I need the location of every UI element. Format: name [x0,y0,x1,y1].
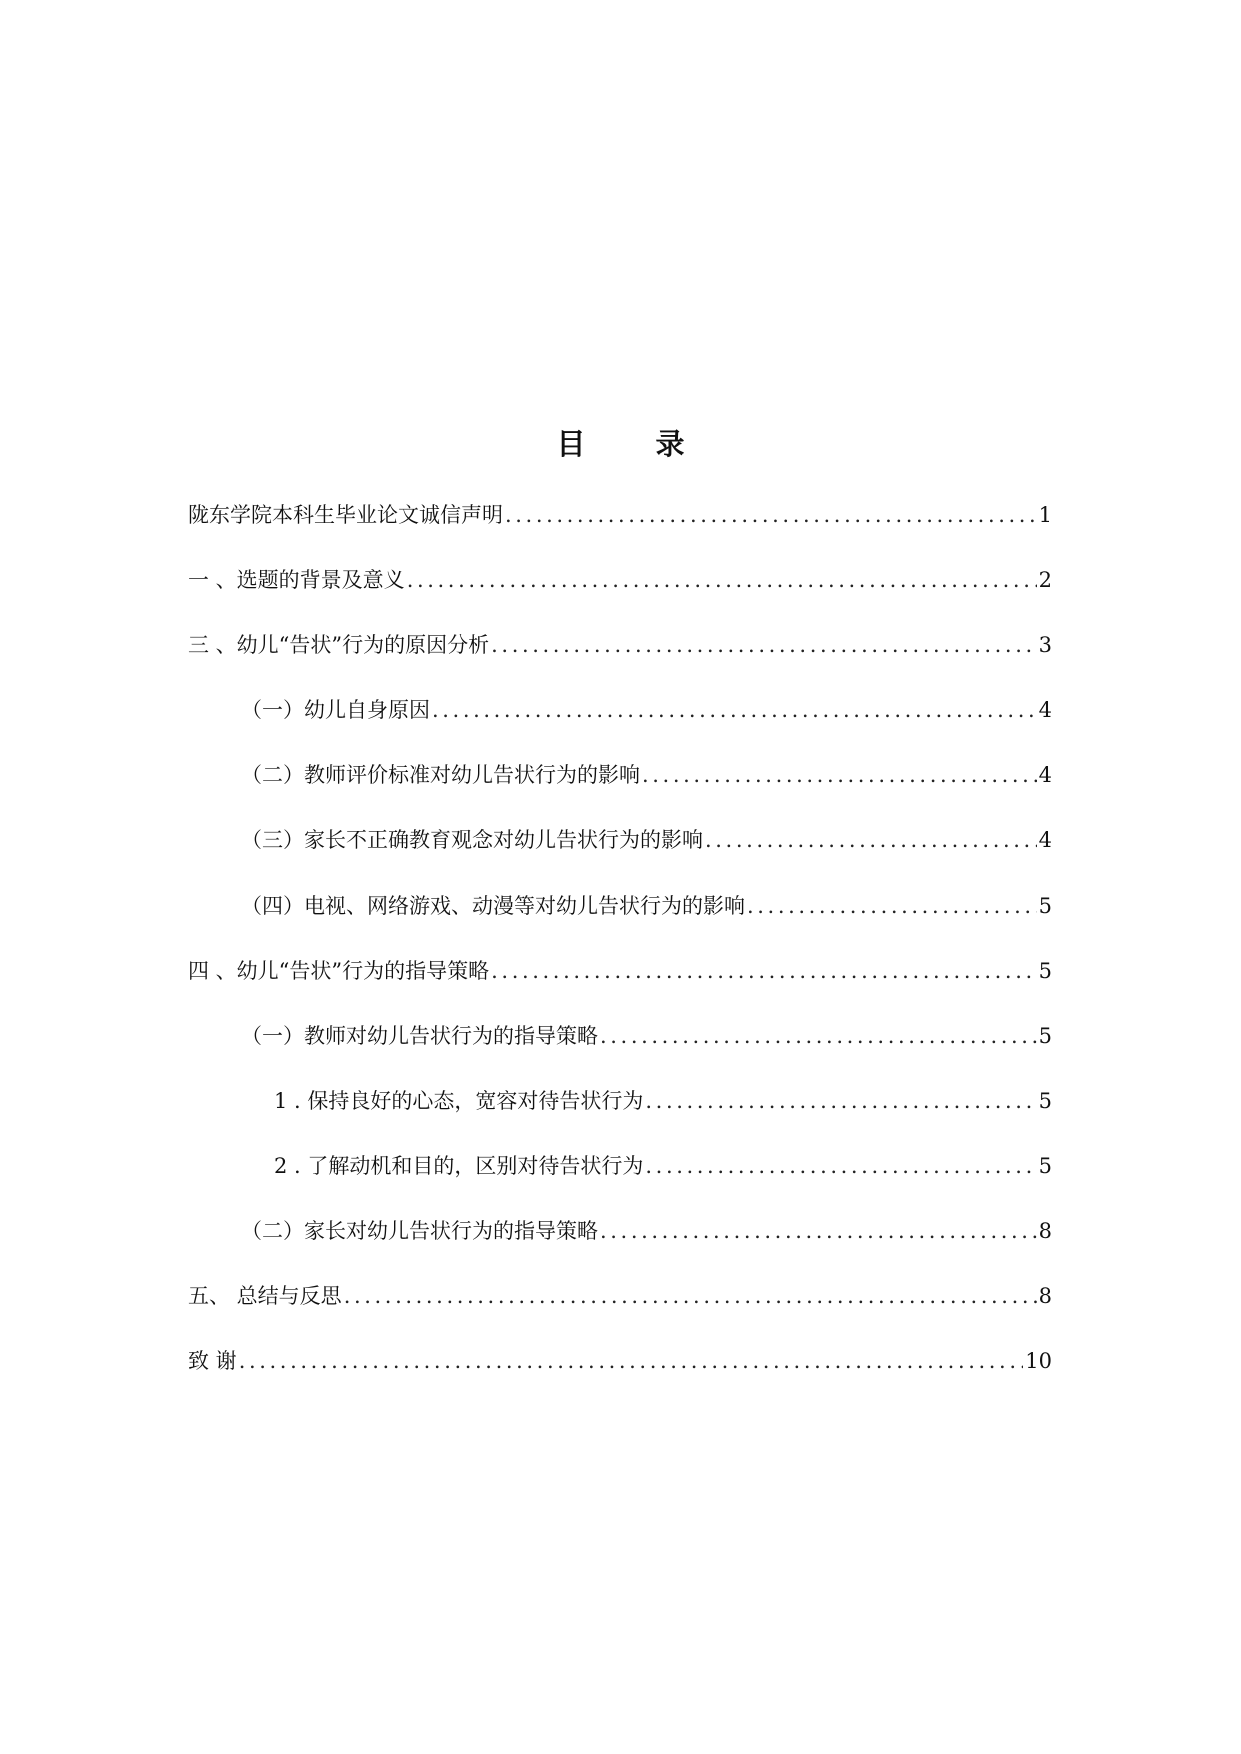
toc-entry-label: 一 、选题的背景及意义 [188,568,405,593]
toc-page-number: 8 [1038,1284,1052,1309]
toc-entry-child-causes[interactable] [188,695,1052,760]
toc-entry-label: （三）家长不正确教育观念对幼儿告状行为的影响 [241,828,703,853]
toc-page-number: 5 [1038,958,1052,983]
toc-entry-cause-analysis[interactable] [188,630,1052,695]
toc-page-number: 4 [1038,763,1052,788]
toc-dot-leader [407,565,1037,595]
toc-entry-label: 陇东学院本科生毕业论文诚信声明 [188,503,503,527]
toc-entry-understand-motives[interactable] [188,1151,1052,1216]
toc-page-number: 1 [1038,503,1052,527]
toc-entry-background[interactable] [188,565,1052,630]
toc-entry-label: 致 谢 [188,1349,237,1374]
toc-dot-leader [645,1086,1036,1116]
toc-entry-label: 五、 总结与反思 [188,1284,342,1309]
toc-page-number: 8 [1038,1219,1052,1244]
toc-entry-label: 1 . 保持良好的心态，宽容对待告状行为 [274,1088,644,1113]
toc-dot-leader [642,760,1037,790]
toc-dot-leader [505,500,1037,530]
toc-page-number: 10 [1025,1349,1052,1374]
toc-page-number: 3 [1038,633,1052,658]
toc-entry-label: 2 . 了解动机和目的，区别对待告状行为 [274,1153,644,1178]
toc-entry-parent-concepts[interactable] [188,825,1052,890]
toc-page-number: 5 [1038,893,1052,918]
toc-page-number: 5 [1038,1023,1052,1048]
toc-entry-parent-strategies[interactable] [188,1216,1052,1281]
toc-entry-teacher-evaluation[interactable] [188,760,1052,825]
toc-entry-acknowledgements[interactable] [188,1346,1052,1411]
toc-dot-leader [600,1216,1037,1246]
toc-entry-integrity-statement[interactable] [188,500,1052,565]
toc-dot-leader [344,1281,1037,1311]
toc-dot-leader [432,695,1037,725]
toc-dot-leader [645,1151,1036,1181]
toc-dot-leader [239,1346,1024,1376]
toc-entry-media-influence[interactable] [188,891,1052,956]
toc-entry-summary[interactable] [188,1281,1052,1346]
toc-entry-label: 四 、幼儿“告状”行为的指导策略 [188,958,490,983]
toc-page-number: 4 [1038,828,1052,853]
toc-page-number: 2 [1038,568,1052,593]
toc-page-number: 5 [1038,1153,1052,1178]
toc-dot-leader [705,825,1037,855]
toc-entry-good-attitude[interactable] [188,1086,1052,1151]
toc-entry-guidance-strategies[interactable] [188,956,1052,1021]
toc-page-number: 5 [1038,1088,1052,1113]
toc-entry-label: 三 、幼儿“告状”行为的原因分析 [188,633,490,658]
toc-entry-label: （二）教师评价标准对幼儿告状行为的影响 [241,763,640,788]
toc-entry-label: （一）教师对幼儿告状行为的指导策略 [241,1023,598,1048]
toc-entry-teacher-strategies[interactable] [188,1021,1052,1086]
toc-page-number: 4 [1038,698,1052,723]
toc-entry-label: （一）幼儿自身原因 [241,698,430,723]
toc-entry-label: （二）家长对幼儿告状行为的指导策略 [241,1219,598,1244]
page-title: 目 录 [556,427,715,461]
toc-entry-label: （四）电视、网络游戏、动漫等对幼儿告状行为的影响 [241,893,745,918]
toc-dot-leader [491,630,1036,660]
toc-dot-leader [600,1021,1037,1051]
table-of-contents [188,500,1052,1411]
toc-dot-leader [747,891,1037,921]
toc-dot-leader [491,956,1036,986]
